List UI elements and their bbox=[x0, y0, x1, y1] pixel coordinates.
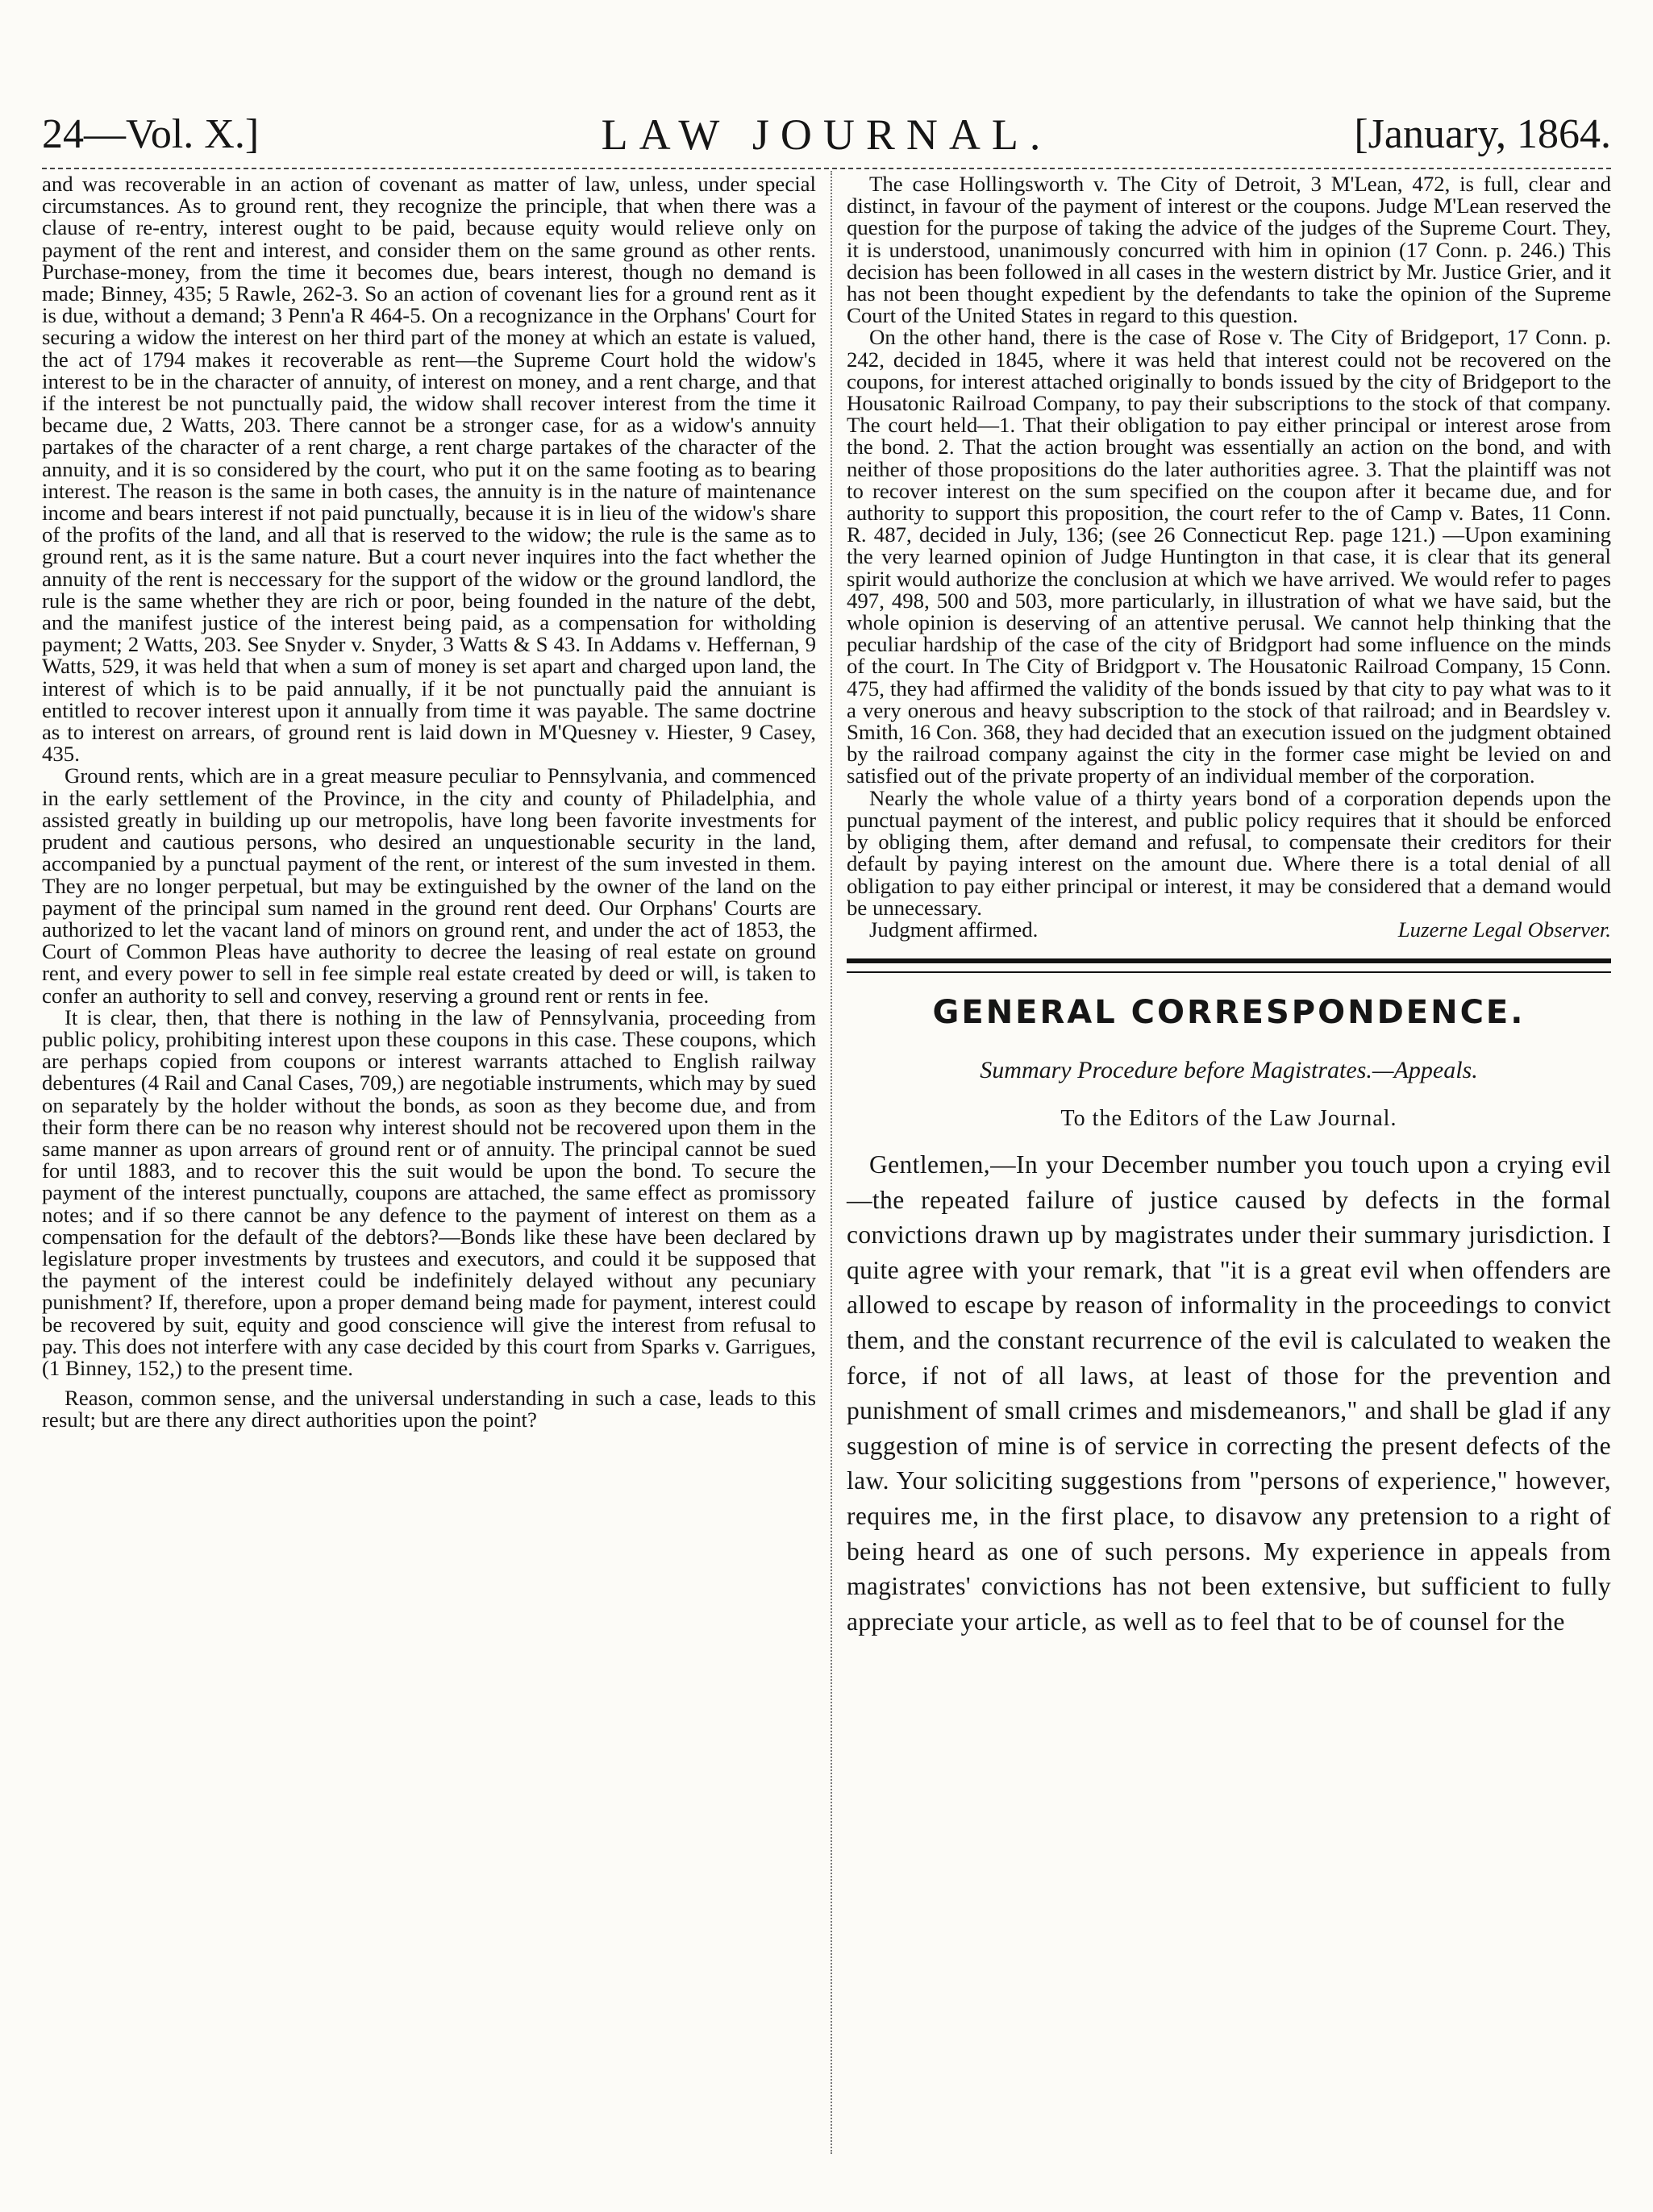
correspondence-body bbox=[847, 1147, 1611, 1639]
article-addressee: To the Editors of the Law Journal. bbox=[1060, 1106, 1397, 1132]
issue-date: [January, 1864. bbox=[1354, 111, 1611, 157]
section-rule bbox=[847, 958, 1611, 973]
paragraph: On the other hand, there is the case of Rose v. The City of Bridgeport, 17 Conn. p. 242, decided in 1845, where it was held that interest could not be recovered on the coupons, for interest attached originally to bonds issued by the city of Bridgeport to the Housatonic Railroad Company, to pay their subscriptions to the stock of that company. The court held—1. That their obligation to pay either principal or interest arose from the bond. 2. That the action brought was essentially an action on the bond, and with neither of those propositions do the later authorities agree. 3. That the plaintiff was not to recover interest on the sum specified on the coupon after it became due, and for authority to support this proposition, the court refer to the of Camp v. Bates, 11 Conn. R. 487, decided in July, 136; (see 26 Connecticut Rep. page 121.) —Upon examining the very learned opinion of Judge Huntington in that case, it is clear that its general spirit would authorize the conclusion at which we have arrived. We would refer to pages 497, 498, 500 and 503, more particularly, in illustration of what we have said, but the whole opinion is deserving of an attentive perusal. We cannot help thinking that the peculiar hardship of the case of the city of Bridgport had some influence on the minds of the court. In The City of Bridgport v. The Housatonic Railroad Company, 15 Conn. 475, they had affirmed the validity of the bonds issued by that city to pay what was to it a very onerous and heavy subscription to the stock of that railroad; and in Beardsley v. Smith, 16 Con. 368, they had decided that an execution issued on the judgment obtained by the railroad company against the city in the former case might be levied on and satisfied out of the private property of an individual member of the corporation. bbox=[847, 325, 1611, 788]
paragraph: Gentlemen,—In your December number you touch upon a crying evil—the repeated failure of justice caused by defects in the formal convictions drawn up by magistrates under their summary jurisdiction. I quite agree with your remark, that "it is a great evil when offenders are allowed to escape by reason of informality in the proceedings to convict them, and the constant recurrence of the evil is calculated to weaken the force, if not of all laws, at least of those for the prevention and punishment of small crimes and misdemeanors," and shall be glad if any suggestion of mine is of service in correcting the present defects of the law. Your soliciting suggestions from "persons of experience," however, requires me, in the first place, to disavow any pretension to a right of being heard as one of such persons. My experience in appeals from magistrates' convictions has not been extensive, but sufficient to fully appreciate your article, as well as to feel that to be of counsel for the bbox=[847, 1150, 1611, 1636]
paragraph: Ground rents, which are in a great measure peculiar to Pennsylvania, and commenced in the early settlement of the Province, in the city and county of Philadelphia, and assisted greatly in building up our metropolis, have long been favorite investments for prudent and cautious persons, who desired an unquestionable security in the land, accompanied by a punctual payment of the rent, or interest of the sum invested in them. They are no longer perpetual, but may be extinguished by the owner of the land on the payment of the principal sum named in the ground rent deed. Our Orphans' Courts are authorized to let the vacant land of minors on ground rent, and under the act of 1853, the Court of Common Pleas have authority to decree the leasing of real estate on ground rent, and every power to sell in fee simple real estate created by deed or will, is taken to confer an authority to sell and convey, reserving a ground rent or rents in fee. bbox=[42, 763, 816, 1008]
paragraph: and was recoverable in an action of covenant as matter of law, unless, under special circumstances. As to ground rent, they recognize the principle, that when there was a clause of re-entry, interest ought to be paid, because equity would relieve only on payment of the rent and interest, and consider them on the same ground as other rents. Purchase-money, from the time it becomes due, bears interest, though no demand is made; Binney, 435; 5 Rawle, 262-3. So an action of covenant lies for a ground rent as it is due, without a demand; 3 Penn'a R 464-5. On a recognizance in the Orphans' Court for securing a widow the interest on her third part of the money at which an estate is valued, the act of 1794 makes it recoverable as rent—the Supreme Court hold the widow's interest to be in the character of annuity, of interest on money, and a rent charge, and that if the interest be not punctually paid, the widow shall recover interest from the time it became due, 2 Watts, 203. There cannot be a stronger case, for as a widow's annuity partakes of the character of a rent charge, a rent charge partakes of the character of the annuity, and it is so considered by the court, who put it on the same footing as to bearing interest. The reason is the same in both cases, the annuity is in the nature of maintenance income and bears interest if not paid punctually, because it is in lieu of the widow's share of the profits of the land, and all that is reserved to the widow; the rule is the same as to ground rent, as it is the same nature. But a court never inquires into the fact whether the annuity of the rent is neccessary for the support of the widow or the ground landlord, the rule is the same whether they are rich or poor, being founded in the nature of the debt, and the manifest justice of the interest being paid, as a compensation for witholding payment; 2 Watts, 203. See Snyder v. Snyder, 3 Watts & S 43. In Addams v. Heffernan, 9 Watts, 529, it was held that when a sum of money is set apart and charged upon land, the interest of which is to be paid annually, if it be not punctually paid the annuiant is entitled to recover interest upon it annually from time it was payable. The same doctrine as to interest on arrears, of ground rent is laid down in M'Quesney v. Hiester, 9 Casey, 435. bbox=[42, 172, 816, 767]
header-rule bbox=[42, 168, 1611, 169]
paragraph: The case Hollingsworth v. The City of Detroit, 3 M'Lean, 472, is full, clear and distinct, in favour of the payment of interest or the coupons. Judge M'Lean reserved the question for the purpose of taking the advice of the judges of the Supreme Court. They, it is understood, unanimously concurred with him in opinion (17 Conn. p. 246.) This decision has been followed in all cases in the western district by Mr. Justice Grier, and it has not been thought expedient by the defendants to take the opinion of the Supreme Court of the United States in regard to this question. bbox=[847, 172, 1611, 328]
right-column bbox=[847, 173, 1611, 1639]
left-column bbox=[42, 173, 816, 1432]
page-number-volume: 24—Vol. X.] bbox=[42, 111, 260, 157]
page-header bbox=[42, 106, 1611, 163]
signature-line bbox=[847, 919, 1611, 941]
section-title: GENERAL CORRESPONDENCE. bbox=[932, 994, 1526, 1032]
judgment-text: Judgment affirmed. bbox=[869, 917, 1039, 942]
paragraph: Reason, common sense, and the universal understanding in such a case, leads to this result; but are there any direct authorities upon the point? bbox=[42, 1386, 816, 1432]
paragraph: It is clear, then, that there is nothing in the law of Pennsylvania, proceeding from public policy, prohibiting interest upon these coupons in this case. These coupons, which are perhaps copied from coupons or interest warrants attached to English railway debentures (4 Rail and Canal Cases, 709,) are negotiable instruments, which may by sued on separately by the holder without the bonds, as soon as they become due, and from their form there can be no reason why interest should not be recovered upon them in the same manner as upon arrears of ground rent or of annuity. The principal cannot be sued for until 1883, and to recover this the suit would be upon the bond. To secure the payment of the interest punctually, coupons are attached, the same effect as promissory notes; and if so there cannot be any defence to the payment of interest on them as a compensation for the default of the debtors?—Bonds like these have been declared by legislature proper investments by trustees and executors, and could it be supposed that the payment of the interest could be indefinitely delayed without any pecuniary punishment? If, therefore, upon a proper demand being made for payment, interest could be recovered by suit, equity and good conscience will give the interest from refusal to pay. This does not interfere with any case decided by this court from Sparks v. Garrigues, (1 Binney, 152,) to the present time. bbox=[42, 1004, 816, 1380]
journal-title: LAW JOURNAL. bbox=[601, 110, 1052, 159]
column-divider bbox=[831, 171, 832, 2154]
paragraph: Nearly the whole value of a thirty years bond of a corporation depends upon the punctual payment of the interest, and public policy requires that it should be enforced by obliging them, after demand and refusal, to compensate their creditors for their default by paying interest on the amount due. Where there is a total denial of all obligation to pay either principal or interest, it may be considered that a demand would be unnecessary. bbox=[847, 785, 1611, 920]
source-attribution: Luzerne Legal Observer. bbox=[1397, 917, 1611, 942]
article-subtitle: Summary Procedure before Magistrates.—Appeals. bbox=[980, 1057, 1478, 1084]
